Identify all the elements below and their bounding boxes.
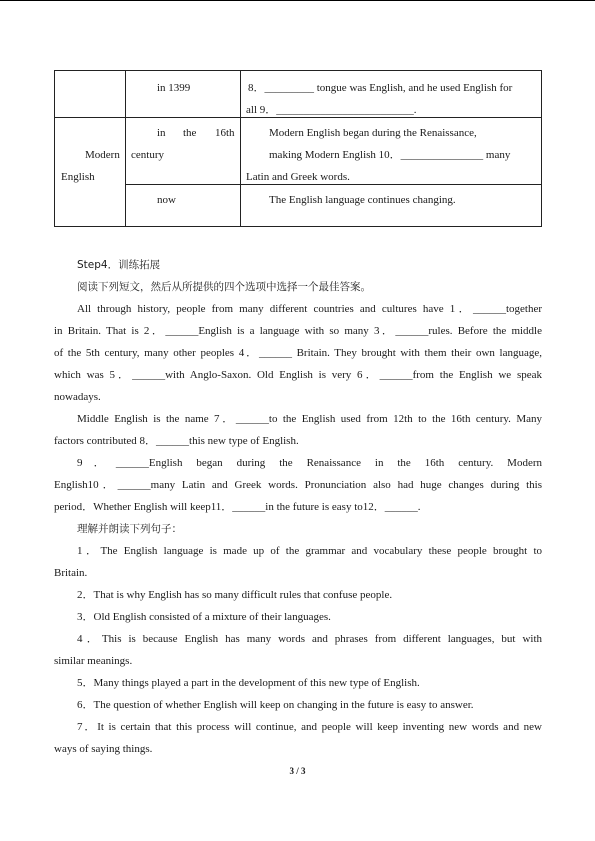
row2-period-line2: English (61, 171, 95, 183)
row2-desc-line3: Latin and Greek words. (246, 171, 350, 183)
row2-desc-line1: Modern English began during the Renaissance, (269, 127, 477, 139)
row3-desc-line1: The English language continues changing. (269, 194, 456, 206)
passage-p1-line1: All through history, people from many different countries and cultures have 1．______together (77, 303, 542, 315)
page-number: 3 / 3 (289, 766, 306, 776)
row1-time: in 1399 (157, 82, 191, 94)
passage-p1-line4: which was 5．______with Anglo-Saxon. Old English is very 6．______from the English we speak (54, 369, 542, 381)
passage-p3-line1: 9．______English began during the Renaissance in the 16th century. Modern (77, 457, 542, 469)
passage-p1-line2: in Britain. That is 2．______English is a language with so many 3．______rules. Before the middle (54, 325, 542, 337)
row2-time-word-2: the (183, 127, 197, 139)
row2-period-line1: Modern (85, 149, 120, 161)
step4-instruction: 阅读下列短文，然后从所提供的四个选项中选择一个最佳答案。 (77, 281, 371, 293)
sentence-7-line1: 7．It is certain that this process will continue, and people will keep inventing new words and new (77, 721, 542, 733)
sentence-6: 6．The question of whether English will keep on changing in the future is easy to answer. (77, 699, 474, 711)
sentence-5: 5．Many things played a part in the development of this new type of English. (77, 677, 420, 689)
passage-p3-line2: English10．______many Latin and Greek words. Pronunciation also had huge changes during this (54, 479, 542, 491)
table-col-divider-1 (125, 71, 126, 226)
sentence-4-line2: similar meanings. (54, 655, 133, 667)
row2-desc-line2: making Modern English 10．_______________ many (269, 149, 511, 161)
row2-time-word-1: in (157, 127, 166, 139)
sentence-1-line1: 1．The English language is made up of the grammar and vocabulary these people brought to (77, 545, 542, 557)
passage-p1-line3: of the 5th century, many other peoples 4．______ Britain. They brought with them their own language, (54, 347, 542, 359)
sentences-heading: 理解并朗读下列句子： (77, 523, 182, 535)
passage-p1-line5: nowadays. (54, 391, 101, 403)
row2-time-word-3: 16th (215, 127, 235, 139)
history-table (54, 70, 542, 227)
sentence-7-line2: ways of saying things. (54, 743, 153, 755)
page-top-rule (0, 0, 595, 1)
passage-p3-line3: period．Whether English will keep11．______in the future is easy to12．______. (54, 501, 421, 513)
row2-time-line2: century (131, 149, 164, 161)
passage-p2-line1: Middle English is the name 7．______to the English used from 12th to the 16th century. Many (77, 413, 542, 425)
row3-time: now (157, 194, 176, 206)
passage-p2-line2: factors contributed 8．______this new type of English. (54, 435, 299, 447)
sentence-1-line2: Britain. (54, 567, 88, 579)
row1-desc-line1: 8．_________ tongue was English, and he used English for (248, 82, 513, 94)
sentence-2: 2．That is why English has so many difficult rules that confuse people. (77, 589, 393, 601)
sentence-4-line1: 4．This is because English has many words and phrases from different languages, but with (77, 633, 542, 645)
sentence-3: 3．Old English consisted of a mixture of their languages. (77, 611, 331, 623)
step4-heading: Step4．训练拓展 (77, 259, 161, 271)
row1-desc-line2: all 9．_________________________. (246, 104, 417, 116)
table-col-divider-2 (240, 71, 241, 226)
